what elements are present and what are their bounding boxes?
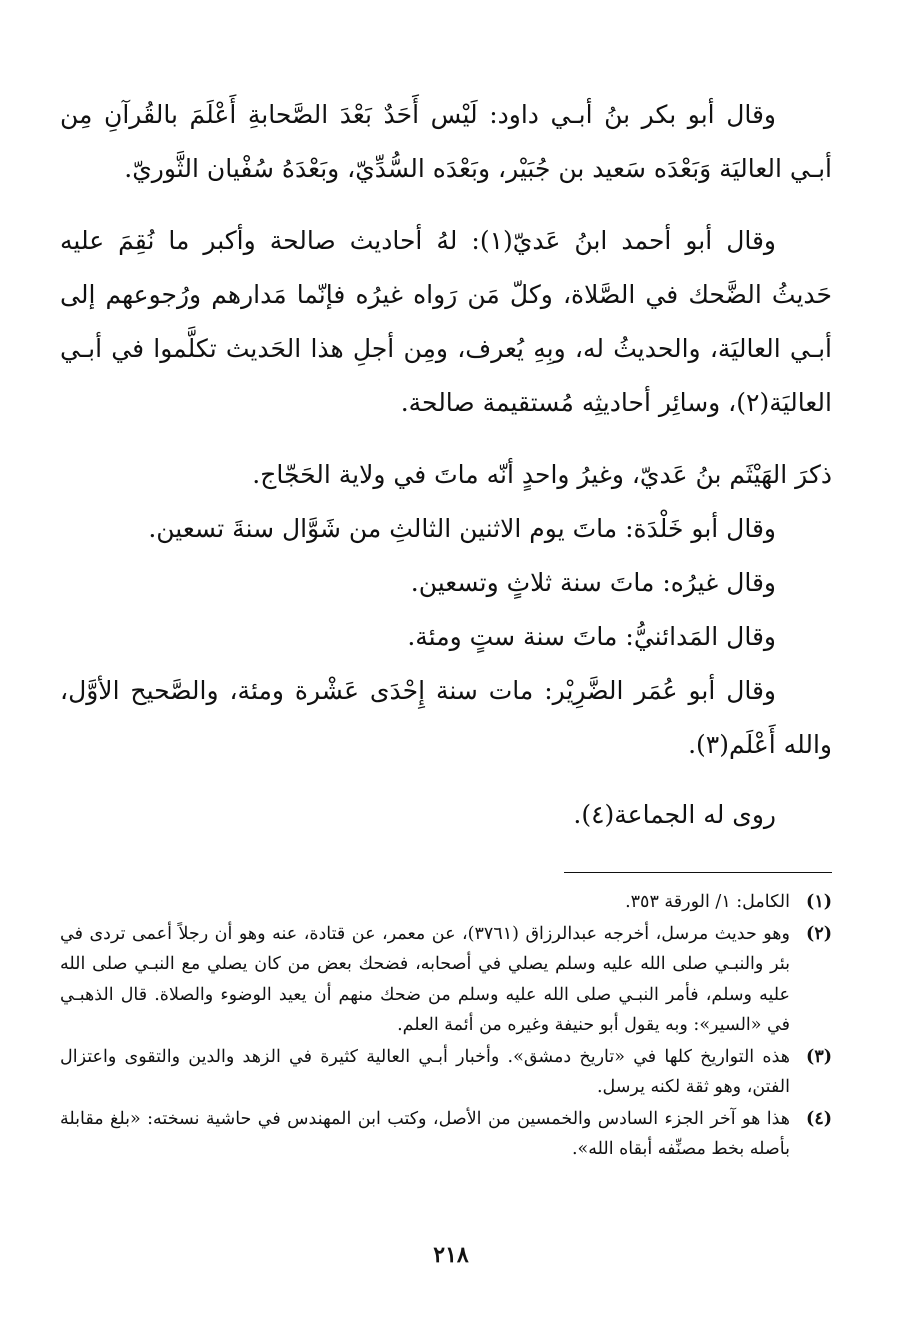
death-line: وقال غيرُه: ماتَ سنة ثلاثٍ وتسعين. [410,568,776,597]
footnote [60,1104,832,1165]
paragraph-ibn-adi: وقال أبو أحمد ابنُ عَديّ(١): لهُ أحاديث صالحة وأكبر ما نُقِمَ عليه حَديثُ الضَّحك في الصَّلاة، وكلّ مَن رَواه غيرُه فإنّما مَدارهم ورُجوعهم إلى أبـي العاليَة، والحديثُ له، وبِهِ يُعرف، ومِن أجلِ هذا الحَديث تكلَّموا في أبـي العاليَة(٢)، وسائِر أحاديثِه مُستقيمة صالحة. [60,226,832,417]
footnote [60,919,832,1041]
death-reports [60,448,832,772]
final-line: روى له الجماعة(٤). [573,800,776,829]
footnote [60,1042,832,1103]
footnote-separator [564,872,832,873]
footnote-number: (٤) [806,1108,832,1129]
footnote-text: وهو حديث مرسل، أخرجه عبدالرزاق (٣٧٦١)، عن معمر، عن قتادة، عنه وهو أن رجلاً أعمى تردى في بئر والنبـي صلى الله عليه وسلم يصلي في أصحابه، فضحك بعض من كان يصلي مع النبـي صلى الله عليه وسلم، فأمر النبـي صلى الله عليه وسلم من ضحك منهم أن يعيد الوضوء والصلاة. قال الذهبـي في «السير»: وبه يقول أبو حنيفة وغيره من أئمة العلم. [60,923,790,1035]
death-line: وقال أبو عُمَر الضَّرِيْر: مات سنة إِحْدَى عَشْرة ومئة، والصَّحيح الأوَّل، والله أَعْلَم(٣). [60,676,832,759]
footnote [60,887,832,918]
page-number: ٢١٨ [433,1242,469,1268]
death-line: وقال المَدائنيُّ: ماتَ سنة ستٍ ومئة. [407,622,776,651]
footnotes [60,887,832,1165]
footnote-text: الكامل: ١/ الورقة ٣٥٣. [625,892,790,912]
footnote-number: (١) [806,892,832,912]
footnote-number: (٢) [806,923,832,944]
death-line: ذكرَ الهَيْثَم بنُ عَديّ، وغيرُ واحدٍ أنّه ماتَ في ولاية الحَجّاج. [252,460,832,489]
paragraph-ibn-abi-dawud: وقال أبو بكر بنُ أبـي داود: لَيْس أَحَدٌ بَعْدَ الصَّحابةِ أَعْلَمَ بالقُرآنِ مِن أبـي العاليَة وَبَعْدَه سَعيد بن جُبَيْر، وبَعْدَه السُّدِّيّ، وبَعْدَهُ سُفْيان الثَّوريّ. [60,100,832,183]
footnote-text: هذه التواريخ كلها في «تاريخ دمشق». وأخبار أبـي العالية كثيرة في الزهد والدين والتقوى واعتزال الفتن، وهو ثقة لكنه يرسل. [60,1046,790,1097]
footnote-text: هذا هو آخر الجزء السادس والخمسين من الأصل، وكتب ابن المهندس في حاشية نسخته: «بلغ مقابلة بأصله بخط مصنِّفه أبقاه الله». [60,1108,790,1159]
footnote-number: (٣) [806,1046,832,1067]
death-line: وقال أبو خَلْدَة: ماتَ يوم الاثنين الثالثِ من شَوَّال سنةَ تسعين. [148,514,776,543]
